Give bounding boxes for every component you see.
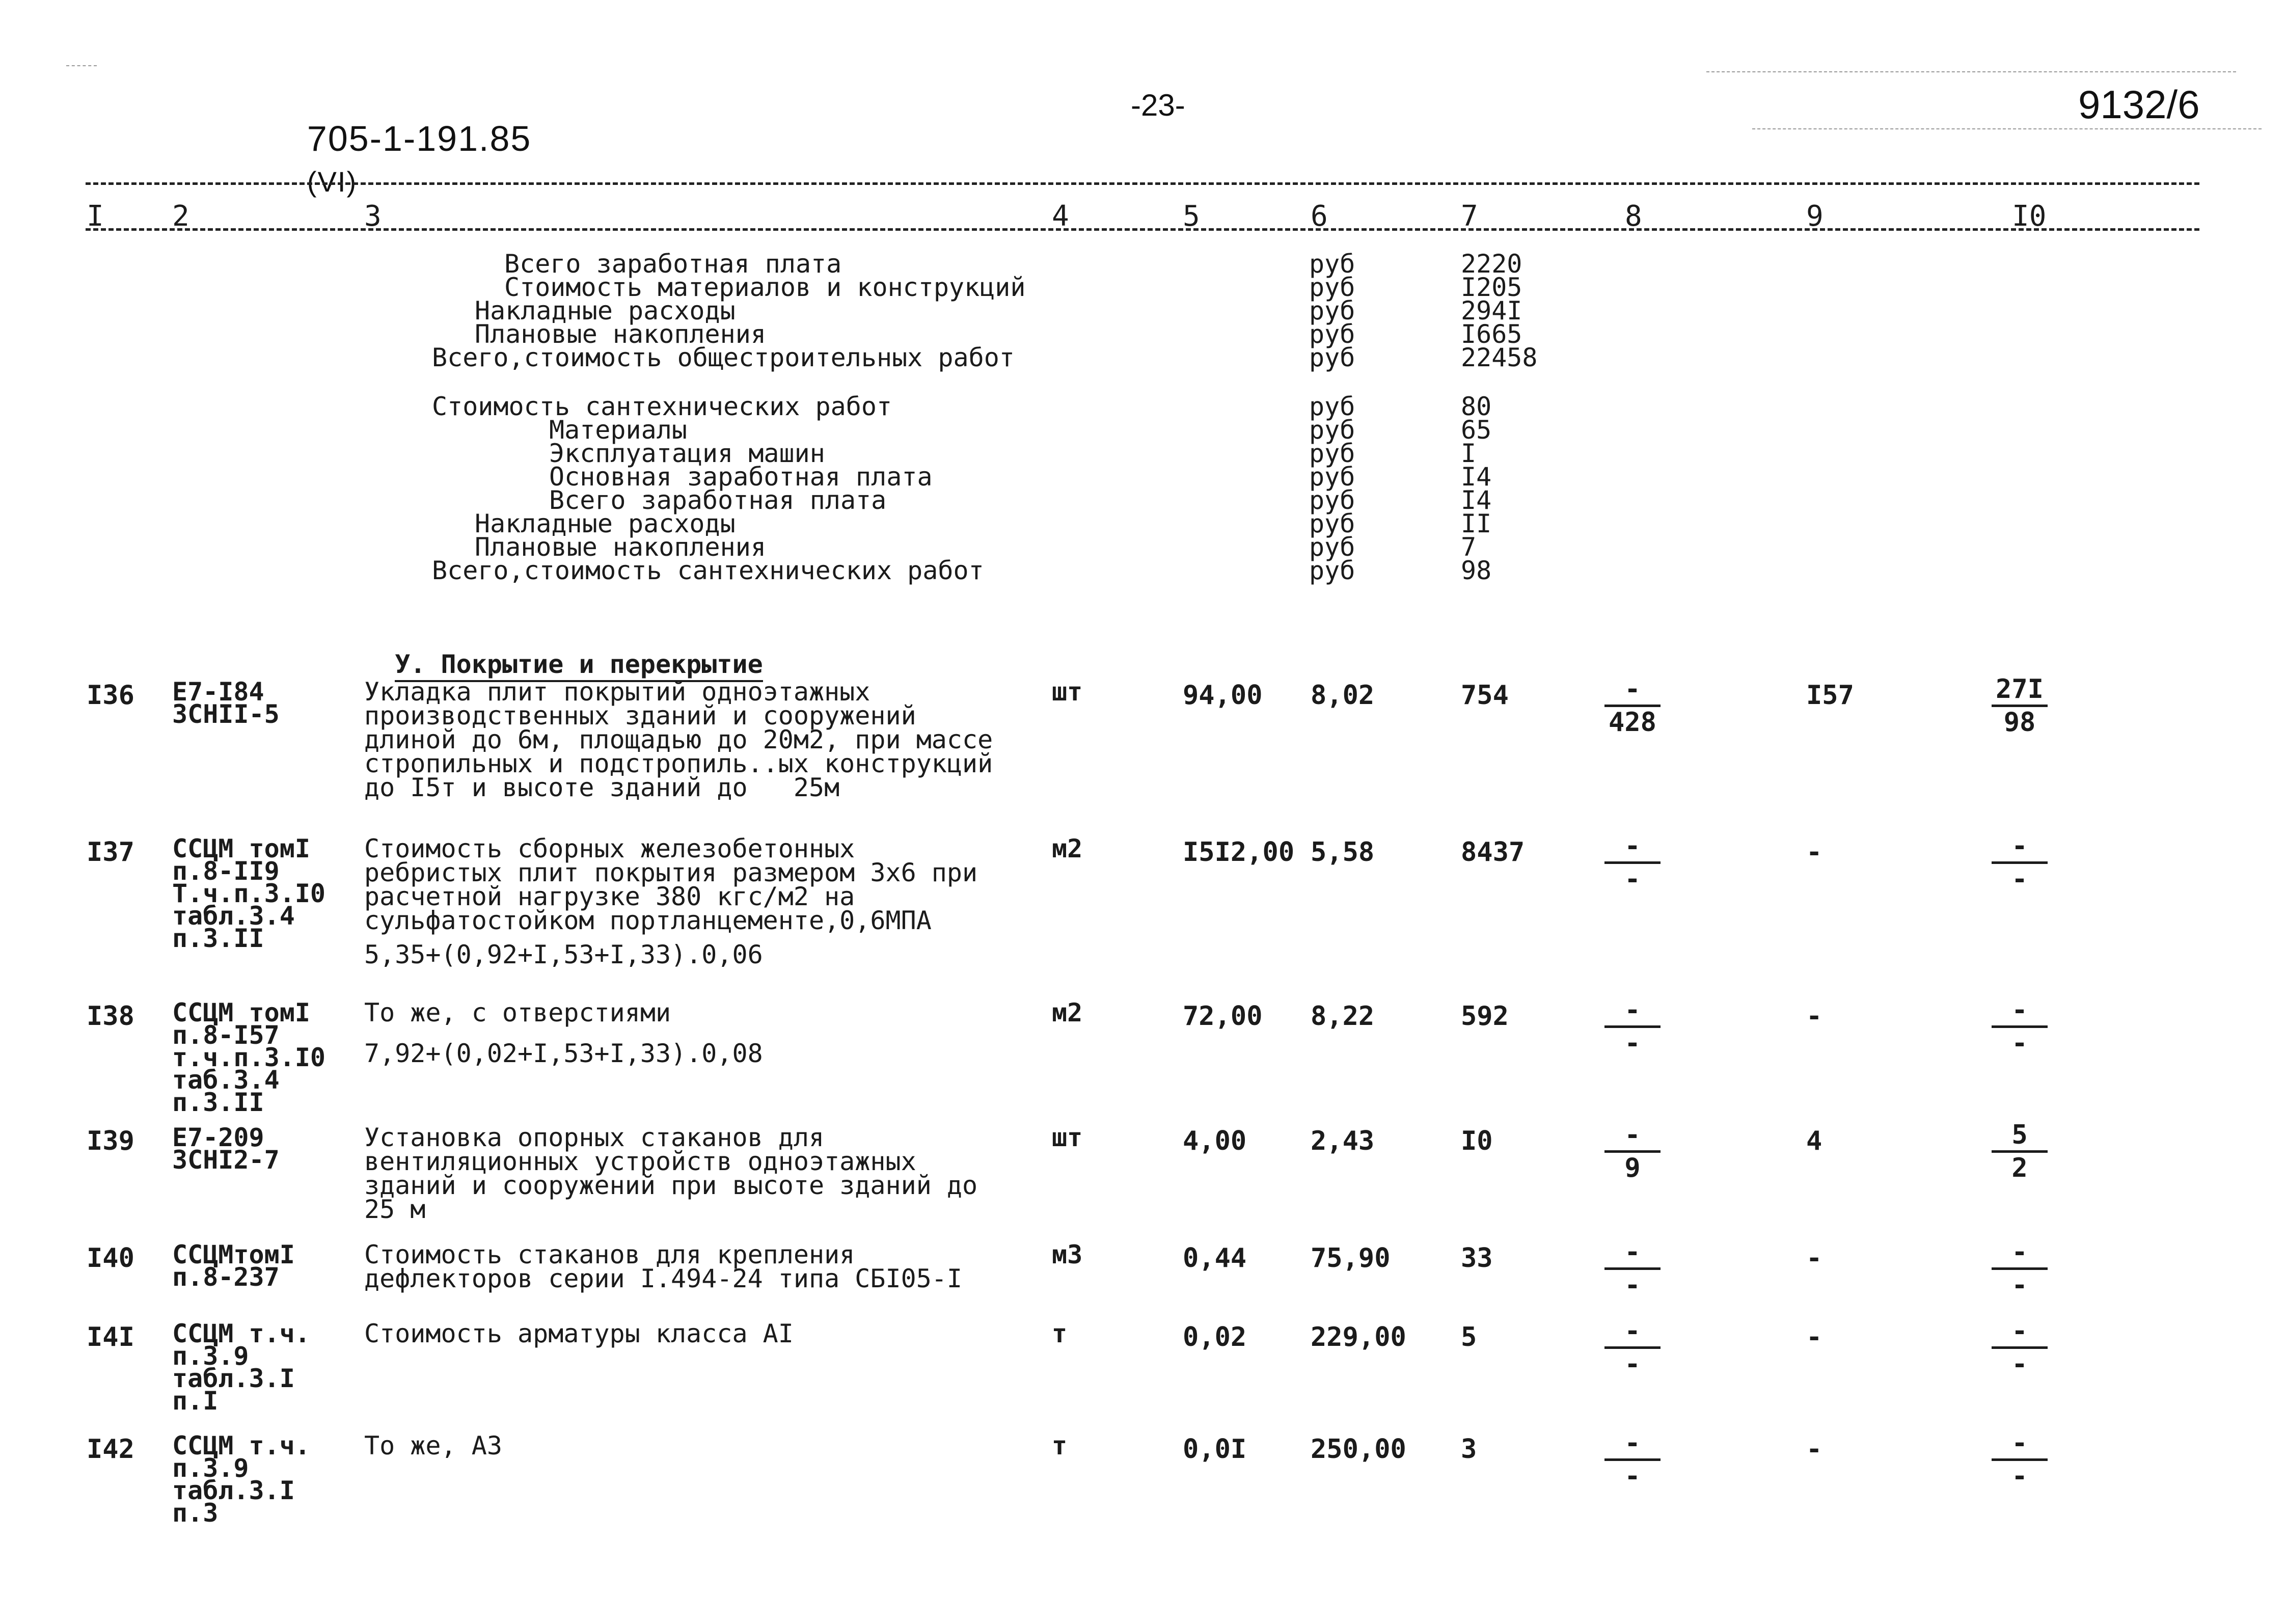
row-reference: п.3 — [172, 1498, 219, 1528]
summary-value: 294I — [1461, 296, 1522, 326]
row-number: I38 — [87, 1001, 134, 1032]
col9-value: - — [1806, 837, 1822, 868]
row-description: Стоимость сборных железобетонных — [364, 834, 855, 863]
row-reference: табл.3.I — [172, 1476, 295, 1505]
row-total: 5 — [1461, 1322, 1477, 1352]
row-description: Стоимость стаканов для крепления — [364, 1240, 855, 1269]
section-title: У. Покрытие и перекрытие — [364, 629, 763, 676]
col10-fraction — [1992, 997, 2048, 1057]
sheet-number: 9132/6 — [2078, 82, 2200, 127]
col9-value: - — [1806, 1322, 1822, 1352]
row-total: 3 — [1461, 1434, 1477, 1465]
col8-fraction — [1604, 676, 1661, 736]
row-reference: п.3.II — [172, 1088, 264, 1117]
col8-denominator: - — [1624, 1028, 1641, 1059]
summary-value: I4 — [1461, 485, 1492, 515]
summary-value: II — [1461, 509, 1492, 538]
row-quantity: 72,00 — [1183, 1001, 1263, 1032]
row-description: дефлекторов серии I.494-24 типа СБI05-I — [364, 1264, 962, 1293]
column-number: 9 — [1806, 200, 1824, 233]
row-description: Укладка плит покрытий одноэтажных — [364, 677, 870, 707]
col10-numerator: - — [2011, 995, 2028, 1025]
col9-value: - — [1806, 1434, 1822, 1465]
column-number: 2 — [172, 200, 189, 233]
row-unit: шт — [1052, 677, 1083, 707]
col10-fraction — [1992, 1122, 2048, 1181]
row-unit: м3 — [1052, 1240, 1083, 1269]
summary-value: 98 — [1461, 556, 1492, 585]
col8-numerator: - — [1624, 1120, 1641, 1150]
row-description: производственных зданий и сооружений — [364, 701, 916, 730]
col10-fraction — [1992, 1318, 2048, 1377]
col10-fraction — [1992, 676, 2048, 736]
row-reference: ССЦМ т.ч. — [172, 1319, 310, 1348]
col10-denominator: - — [2011, 1028, 2028, 1059]
row-unit: шт — [1052, 1123, 1083, 1152]
row-reference: п.3.9 — [172, 1341, 249, 1371]
row-reference: E7-209 — [172, 1123, 264, 1152]
summary-label: Стоимость материалов и конструкций — [504, 273, 1026, 302]
row-unit: т — [1052, 1319, 1068, 1348]
row-description: 25 м — [364, 1195, 426, 1224]
row-reference: табл.3.I — [172, 1364, 295, 1393]
col10-numerator: 5 — [2011, 1120, 2028, 1150]
row-reference: п.3.9 — [172, 1453, 249, 1483]
row-description: расчетной нагрузке 380 кгс/м2 на — [364, 882, 855, 911]
column-number: 7 — [1461, 200, 1478, 233]
col10-denominator: - — [2011, 864, 2028, 895]
row-formula: 7,92+(0,02+I,53+I,33).0,08 — [364, 1039, 763, 1068]
row-reference: п.8-II9 — [172, 856, 280, 886]
col10-denominator: - — [2011, 1461, 2028, 1492]
col8-denominator: - — [1624, 864, 1641, 895]
column-number: 4 — [1052, 200, 1069, 233]
row-description: Стоимость арматуры класса AI — [364, 1319, 794, 1348]
summary-value: 22458 — [1461, 343, 1538, 372]
summary-value: I665 — [1461, 319, 1522, 349]
summary-label: Всего,стоимость сантехнических работ — [432, 556, 984, 585]
summary-label: Накладные расходы — [475, 509, 736, 538]
column-number: 3 — [364, 200, 382, 233]
col8-fraction — [1604, 1237, 1661, 1301]
row-reference: E7-I84 — [172, 677, 264, 707]
column-number: 6 — [1311, 200, 1328, 233]
row-number: I40 — [87, 1243, 134, 1274]
row-description: Установка опорных стаканов для — [364, 1123, 825, 1152]
row-total: 33 — [1461, 1243, 1493, 1274]
col10-fraction — [1992, 1237, 2048, 1301]
col10-numerator: - — [2011, 1237, 2028, 1267]
row-description: сульфатостойком портланцементе,0,6МПА — [364, 906, 932, 935]
row-description: длиной до 6м, площадью до 20м2, при массе — [364, 725, 993, 754]
summary-label: Всего,стоимость общестроительных работ — [432, 343, 1015, 372]
col10-fraction — [1992, 1430, 2048, 1490]
summary-label: Накладные расходы — [475, 296, 736, 326]
col8-fraction — [1604, 1430, 1661, 1490]
col10-denominator: 2 — [2011, 1153, 2028, 1183]
row-unit-price: 75,90 — [1311, 1243, 1391, 1274]
col10-denominator: - — [2011, 1349, 2028, 1379]
summary-unit: руб — [1309, 343, 1355, 372]
row-unit-price: 8,22 — [1311, 1001, 1375, 1032]
row-quantity: 0,44 — [1183, 1243, 1247, 1274]
row-description: То же, с отверстиями — [364, 998, 671, 1027]
summary-unit: руб — [1309, 273, 1355, 302]
document-code — [285, 77, 531, 200]
row-formula: 5,35+(0,92+I,53+I,33).0,06 — [364, 940, 763, 969]
row-unit-price: 5,58 — [1311, 837, 1375, 868]
col10-numerator: - — [2011, 1428, 2028, 1458]
summary-label: Плановые накопления — [475, 319, 766, 349]
row-reference: п.8-237 — [172, 1262, 280, 1292]
col8-numerator: - — [1624, 1237, 1641, 1267]
col8-fraction — [1604, 1122, 1661, 1181]
summary-value: I205 — [1461, 273, 1522, 302]
row-reference: т.ч.п.3.I0 — [172, 1043, 326, 1072]
document-code-volume: (VI) — [307, 166, 358, 198]
row-reference: ЗСНI2-7 — [172, 1145, 280, 1175]
summary-unit: руб — [1309, 249, 1355, 279]
col8-numerator: - — [1624, 674, 1641, 705]
row-total: I0 — [1461, 1126, 1493, 1156]
col10-denominator: 98 — [2003, 707, 2036, 738]
col8-denominator: 428 — [1609, 707, 1656, 738]
column-number: I — [87, 200, 104, 233]
row-description: до I5т и высоте зданий до 25м — [364, 773, 840, 802]
column-number: I0 — [2012, 200, 2047, 233]
row-reference: п.I — [172, 1386, 219, 1416]
summary-unit: руб — [1309, 439, 1355, 468]
row-total: 754 — [1461, 680, 1509, 711]
summary-label: Всего заработная плата — [504, 249, 842, 279]
row-reference: ССЦМ т.ч. — [172, 1431, 310, 1460]
document-code-number: 705-1-191.85 — [307, 119, 532, 158]
row-reference: табл.3.4 — [172, 901, 295, 931]
column-number: 5 — [1183, 200, 1200, 233]
col8-denominator: - — [1624, 1270, 1641, 1301]
row-number: I42 — [87, 1434, 134, 1465]
row-quantity: 94,00 — [1183, 680, 1263, 711]
row-unit-price: 8,02 — [1311, 680, 1375, 711]
summary-value: 7 — [1461, 532, 1477, 562]
row-description: ребристых плит покрытия размером 3х6 при — [364, 858, 978, 887]
summary-unit: руб — [1309, 415, 1355, 445]
col8-numerator: - — [1624, 995, 1641, 1025]
row-reference: п.3.II — [172, 924, 264, 953]
col8-numerator: - — [1624, 831, 1641, 861]
col8-denominator: - — [1624, 1349, 1641, 1379]
row-number: I37 — [87, 837, 134, 868]
summary-label: Плановые накопления — [475, 532, 766, 562]
col9-value: 4 — [1806, 1126, 1822, 1156]
summary-unit: руб — [1309, 485, 1355, 515]
col10-numerator: - — [2011, 831, 2028, 861]
row-total: 592 — [1461, 1001, 1509, 1032]
row-description: стропильных и подстропиль..ых конструкций — [364, 749, 993, 778]
summary-value: I — [1461, 439, 1477, 468]
col8-denominator: - — [1624, 1461, 1641, 1492]
row-quantity: 4,00 — [1183, 1126, 1247, 1156]
col9-value: I57 — [1806, 680, 1854, 711]
summary-value: 65 — [1461, 415, 1492, 445]
summary-label: Основная заработная плата — [549, 462, 933, 492]
row-reference: ССЦМ томI — [172, 834, 310, 863]
row-unit: м2 — [1052, 834, 1083, 863]
row-reference: ЗСНII-5 — [172, 699, 280, 729]
table-top-rule — [86, 182, 2199, 185]
summary-label: Стоимость сантехнических работ — [432, 392, 892, 421]
row-quantity: 0,0I — [1183, 1434, 1247, 1465]
summary-unit: руб — [1309, 556, 1355, 585]
col10-numerator: 27I — [1996, 674, 2044, 705]
row-reference: п.8-I57 — [172, 1020, 280, 1050]
col8-denominator: 9 — [1624, 1153, 1641, 1183]
row-description: вентиляционных устройств одноэтажных — [364, 1147, 916, 1176]
row-number: I39 — [87, 1126, 134, 1156]
row-total: 8437 — [1461, 837, 1525, 868]
row-reference: таб.3.4 — [172, 1065, 280, 1095]
summary-unit: руб — [1309, 509, 1355, 538]
row-description: То же, A3 — [364, 1431, 502, 1460]
col8-fraction — [1604, 831, 1661, 895]
summary-label: Всего заработная плата — [549, 485, 887, 515]
summary-unit: руб — [1309, 392, 1355, 421]
row-reference: ССЦМтомI — [172, 1240, 295, 1269]
column-number: 8 — [1625, 200, 1642, 233]
summary-unit: руб — [1309, 462, 1355, 492]
row-unit-price: 2,43 — [1311, 1126, 1375, 1156]
row-reference: ССЦМ томI — [172, 998, 310, 1027]
row-number: I36 — [87, 680, 134, 711]
col8-numerator: - — [1624, 1316, 1641, 1346]
summary-label: Материалы — [549, 415, 687, 445]
summary-unit: руб — [1309, 319, 1355, 349]
row-description: зданий и сооружений при высоте зданий до — [364, 1171, 978, 1200]
col8-numerator: - — [1624, 1428, 1641, 1458]
row-reference: Т.ч.п.3.I0 — [172, 879, 326, 908]
col8-fraction — [1604, 1318, 1661, 1377]
row-unit-price: 229,00 — [1311, 1322, 1406, 1352]
col10-numerator: - — [2011, 1316, 2028, 1346]
page-number: -23- — [1131, 88, 1185, 122]
row-unit: м2 — [1052, 998, 1083, 1027]
row-number: I4I — [87, 1322, 134, 1352]
summary-unit: руб — [1309, 532, 1355, 562]
col9-value: - — [1806, 1001, 1822, 1032]
col10-denominator: - — [2011, 1270, 2028, 1301]
col8-fraction — [1604, 997, 1661, 1057]
summary-value: I4 — [1461, 462, 1492, 492]
col10-fraction — [1992, 831, 2048, 895]
summary-value: 2220 — [1461, 249, 1522, 279]
row-quantity: 0,02 — [1183, 1322, 1247, 1352]
summary-value: 80 — [1461, 392, 1492, 421]
summary-label: Эксплуатация машин — [549, 439, 825, 468]
row-unit: т — [1052, 1431, 1068, 1460]
column-number-rule — [86, 228, 2199, 231]
summary-unit: руб — [1309, 296, 1355, 326]
col9-value: - — [1806, 1243, 1822, 1274]
row-unit-price: 250,00 — [1311, 1434, 1406, 1465]
row-quantity: I5I2,00 — [1183, 837, 1295, 868]
